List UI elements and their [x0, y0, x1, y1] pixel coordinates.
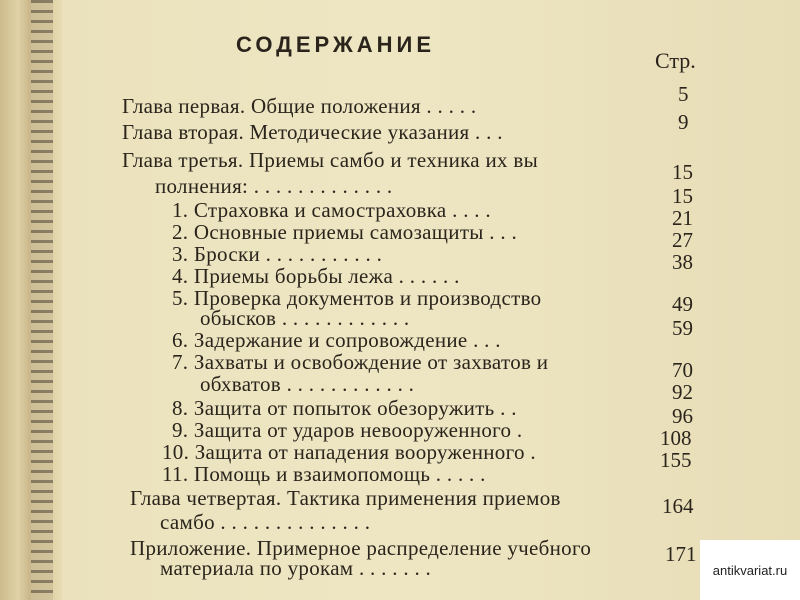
toc-page-number: 9: [678, 110, 689, 134]
toc-page-number: 155: [660, 448, 692, 472]
toc-page-number: 108: [660, 426, 692, 450]
toc-page-number: 38: [672, 250, 693, 274]
toc-page-number: 27: [672, 228, 693, 252]
toc-page-number: 21: [672, 206, 693, 230]
toc-line: 6. Задержание и сопровождение . . .: [172, 328, 501, 352]
toc-page-number: 15: [672, 160, 693, 184]
toc-page-number: 164: [662, 494, 694, 518]
toc-page-number: 15: [672, 184, 693, 208]
toc-page-number: 70: [672, 358, 693, 382]
watermark: antikvariat.ru: [700, 540, 800, 600]
toc-line: Глава четвертая. Тактика применения приемов: [130, 486, 561, 510]
binding-stitches: [31, 0, 53, 600]
toc-line: Приложение. Примерное распределение учебного: [130, 536, 592, 560]
toc-line: 3. Броски . . . . . . . . . . .: [172, 242, 383, 266]
toc-line: 8. Защита от попыток обезоружить . .: [172, 396, 517, 420]
toc-page-number: 5: [678, 82, 689, 106]
toc-line: 11. Помощь и взаимопомощь . . . . .: [162, 462, 486, 486]
toc-line: 9. Защита от ударов невооруженного .: [172, 418, 523, 442]
page-column-header: Стр.: [655, 48, 696, 73]
toc-page-number: 49: [672, 292, 693, 316]
toc-page-number: 59: [672, 316, 693, 340]
toc-line: 5. Проверка документов и производство: [172, 286, 542, 310]
toc-line: обысков . . . . . . . . . . . .: [200, 306, 410, 330]
toc-line: Глава первая. Общие положения . . . . .: [122, 94, 477, 118]
page-title: СОДЕРЖАНИЕ: [236, 32, 436, 57]
toc-line: 7. Захваты и освобождение от захватов и: [172, 350, 549, 374]
toc-line: 1. Страховка и самостраховка . . . .: [172, 198, 491, 222]
toc-page-number: 96: [672, 404, 693, 428]
toc-page-number: 92: [672, 380, 693, 404]
toc-line: обхватов . . . . . . . . . . . .: [200, 372, 415, 396]
toc-page-number: 171: [665, 542, 697, 566]
toc-line: 10. Защита от нападения вооруженного .: [162, 440, 536, 464]
toc-line: Глава третья. Приемы самбо и техника их вы: [122, 148, 538, 172]
toc-line: полнения: . . . . . . . . . . . . .: [155, 174, 393, 198]
toc-line: материала по урокам . . . . . . .: [160, 556, 432, 580]
toc-line: самбо . . . . . . . . . . . . . .: [160, 510, 371, 534]
toc-line: Глава вторая. Методические указания . . .: [122, 120, 503, 144]
toc-line: 2. Основные приемы самозащиты . . .: [172, 220, 518, 244]
toc-line: 4. Приемы борьбы лежа . . . . . .: [172, 264, 460, 288]
